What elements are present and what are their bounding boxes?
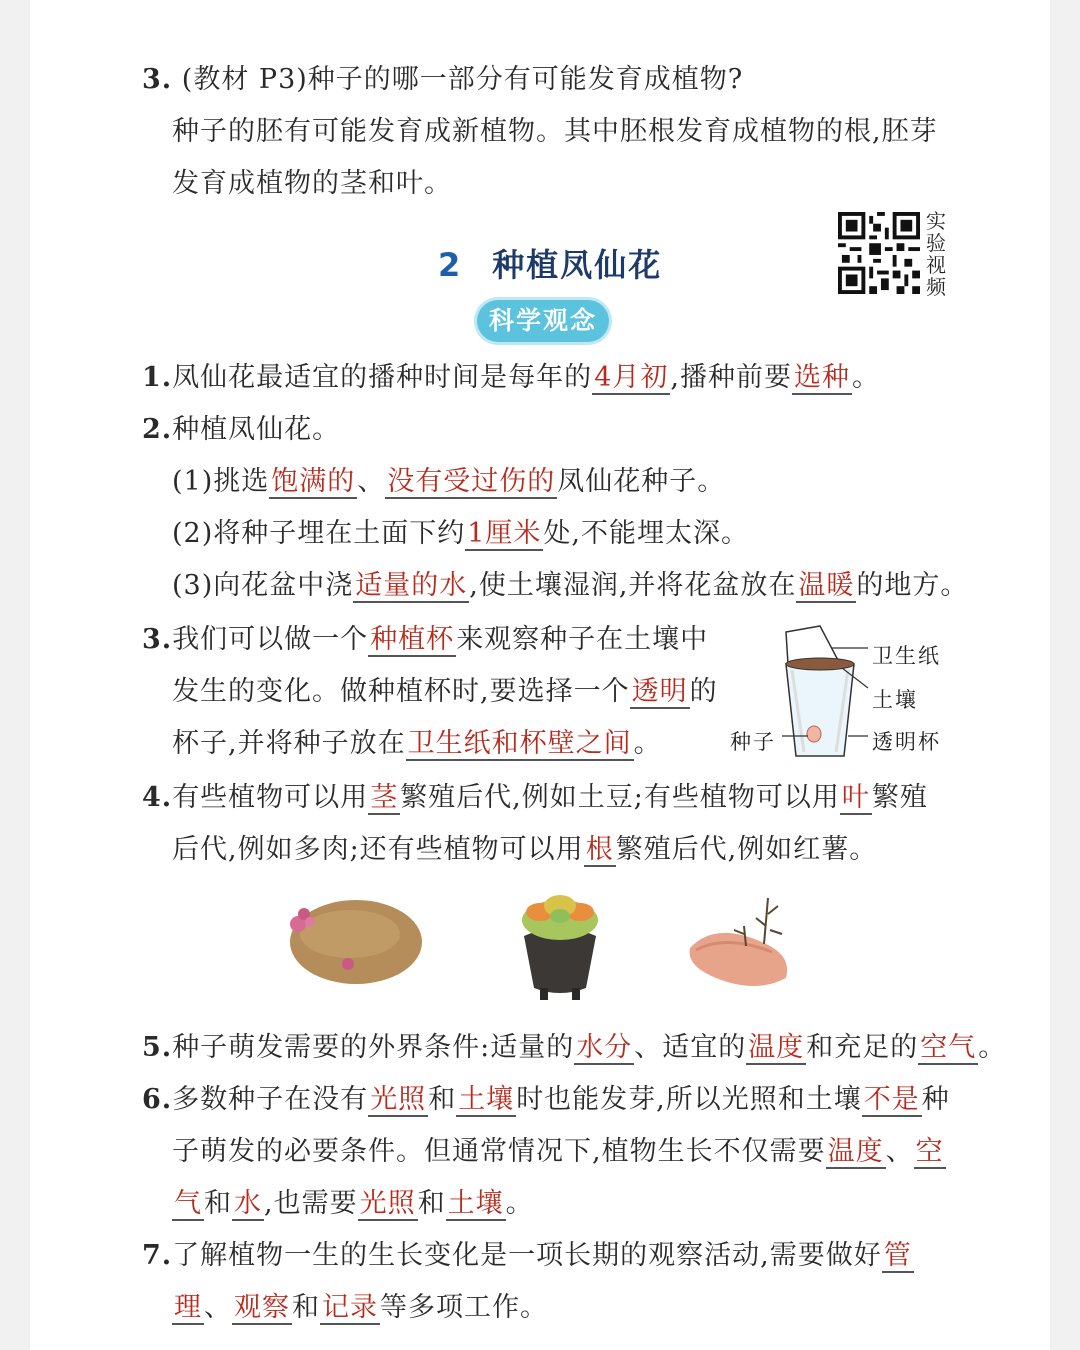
section-title: 2 种植凤仙花 <box>438 246 663 284</box>
answer-blank: 选种 <box>793 362 850 393</box>
answer-blank: 气 <box>174 1188 202 1219</box>
label-toilet-paper: 卫生纸 <box>872 644 941 668</box>
answer-blank: 观察 <box>234 1292 290 1323</box>
answer-blank: 叶 <box>841 782 870 813</box>
science-concept-badge: 科学观念 <box>477 300 609 342</box>
answer-blank: 光照 <box>370 1084 427 1115</box>
item-6-line1: 6.多数种子在没有光照和土壤时也能发芽,所以光照和土壤不是种 <box>142 1084 950 1115</box>
label-seed: 种子 <box>730 730 776 754</box>
worksheet-page <box>30 0 1050 1350</box>
answer-blank: 管 <box>883 1240 912 1271</box>
item-4-line2: 后代,例如多肉;还有些植物可以用根繁殖后代,例如红薯。 <box>172 834 878 865</box>
answer-blank: 水分 <box>576 1032 633 1063</box>
item-2: 2.种植凤仙花。 <box>142 414 341 445</box>
answer-blank: 温暖 <box>798 570 855 601</box>
answer-blank: 卫生纸和杯壁之间 <box>407 728 632 759</box>
answer-blank: 土壤 <box>458 1084 515 1115</box>
label-clear-cup: 透明杯 <box>872 730 941 754</box>
item-2-2: (2)将种子埋在土面下约1厘米处,不能埋太深。 <box>172 518 750 549</box>
prev-answer-line2: 发育成植物的茎和叶。 <box>172 168 452 199</box>
answer-blank: 茎 <box>370 782 399 813</box>
item-7-line2: 理、观察和记录等多项工作。 <box>174 1292 548 1323</box>
answer-blank: 温度 <box>827 1136 884 1167</box>
answer-blank: 透明 <box>631 676 688 707</box>
answer-blank: 饱满的 <box>271 466 356 497</box>
prev-question: 3. (教材 P3)种子的哪一部分有可能发育成植物? <box>142 64 744 95</box>
answer-blank: 没有受过伤的 <box>387 466 556 497</box>
item-5: 5.种子萌发需要的外界条件:适量的水分、适宜的温度和充足的空气。 <box>142 1032 1007 1063</box>
label-soil: 土壤 <box>872 688 918 712</box>
answer-blank: 温度 <box>748 1032 805 1063</box>
item-6-line3: 气和水,也需要光照和土壤。 <box>174 1188 534 1219</box>
item-6-line2: 子萌发的必要条件。但通常情况下,植物生长不仅需要温度、空 <box>172 1136 944 1167</box>
item-2-1: (1)挑选饱满的、没有受过伤的凤仙花种子。 <box>172 466 726 497</box>
answer-blank: 水 <box>234 1188 262 1219</box>
item-4-line1: 4.有些植物可以用茎繁殖后代,例如土豆;有些植物可以用叶繁殖 <box>142 782 928 813</box>
succulent-image <box>510 880 610 1004</box>
answer-blank: 理 <box>174 1292 202 1323</box>
answer-blank: 4月初 <box>594 362 669 393</box>
answer-blank: 种植杯 <box>370 624 455 655</box>
qr-code-icon[interactable] <box>838 212 920 294</box>
item-1: 1.凤仙花最适宜的播种时间是每年的4月初,播种前要选种。 <box>142 362 880 393</box>
item-3-line2: 发生的变化。做种植杯时,要选择一个透明的 <box>172 676 718 707</box>
answer-blank: 土壤 <box>447 1188 504 1219</box>
qr-label: 实验视频 <box>926 209 946 299</box>
sweet-potato-image <box>686 890 798 994</box>
answer-blank: 不是 <box>863 1084 920 1115</box>
answer-blank: 根 <box>585 834 614 865</box>
item-3-line1: 3.我们可以做一个种植杯来观察种子在土壤中 <box>142 624 709 655</box>
answer-blank: 1厘米 <box>467 518 542 549</box>
potato-image <box>280 890 430 990</box>
prev-answer-line1: 种子的胚有可能发育成新植物。其中胚根发育成植物的根,胚芽 <box>172 116 938 147</box>
answer-blank: 光照 <box>359 1188 416 1219</box>
answer-blank: 空气 <box>920 1032 977 1063</box>
item-7-line1: 7.了解植物一生的生长变化是一项长期的观察活动,需要做好管 <box>142 1240 912 1271</box>
answer-blank: 适量的水 <box>355 570 468 601</box>
answer-blank: 空 <box>915 1136 944 1167</box>
answer-blank: 记录 <box>322 1292 378 1323</box>
item-3-line3: 杯子,并将种子放在卫生纸和杯壁之间。 <box>172 728 662 759</box>
item-2-3: (3)向花盆中浇适量的水,使土壤湿润,并将花盆放在温暖的地方。 <box>172 570 969 601</box>
